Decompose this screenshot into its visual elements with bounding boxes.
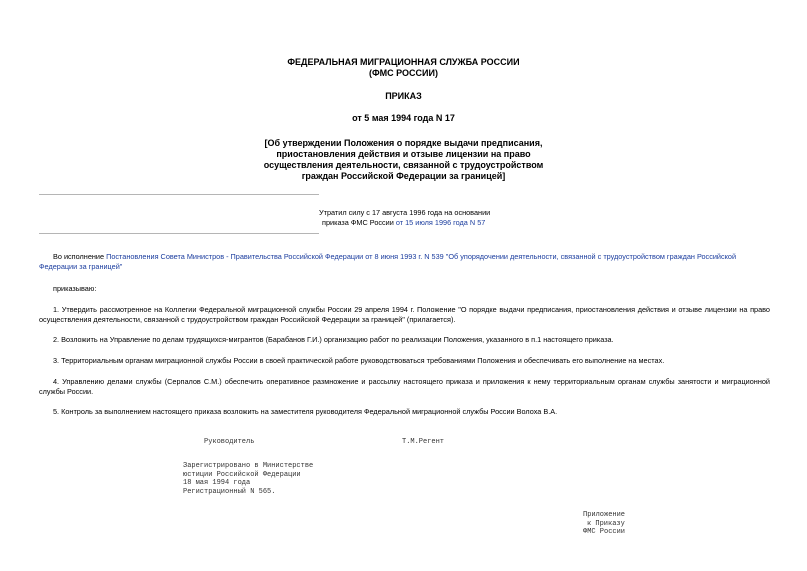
agency-name: ФЕДЕРАЛЬНАЯ МИГРАЦИОННАЯ СЛУЖБА РОССИИ — [287, 57, 520, 67]
registration-line: юстиции Российской Федерации — [183, 470, 301, 479]
order-item-4: 4. Управлению делами службы (Серпалов С.М.) обеспечить оперативное размножение и рассылку настоящего приказа и приложения к нему территориальным органам службы занятости и миграционной службы России. — [39, 377, 770, 396]
registration-line: Регистрационный N 565. — [183, 487, 276, 496]
order-item-3: 3. Территориальным органам миграционной службы России в своей практической работе руководствоваться требованиями Положения и обеспечивать его выполнение на местах. — [53, 356, 665, 365]
order-item-1: 1. Утвердить рассмотренное на Коллегии Федеральной миграционной службы России 29 апреля 1994 г. Положение "О порядке выдачи предписания, приостановления действия и отзыве лицензии на право осуществления деятельности, связанной с трудоустройством граждан Российской Федерации за границей" (прилагается). — [39, 305, 770, 324]
divider-bottom — [39, 233, 319, 234]
registration-line: Зарегистрировано в Министерстве — [183, 462, 314, 470]
signature-role: Руководитель — [204, 438, 255, 446]
status-note-prefix: приказа ФМС России — [322, 218, 396, 227]
title-line: [Об утверждении Положения о порядке выдачи предписания, — [264, 138, 543, 148]
order-item-5: 5. Контроль за выполнением настоящего приказа возложить на заместителя руководителя Федеральной миграционной службы России Волоха В.А. — [53, 407, 558, 416]
document-type: ПРИКАЗ — [385, 91, 422, 101]
government-decree-link[interactable]: Постановления Совета Министров - Правительства Российской Федерации от 8 июня 1993 г. N 539 "Об упорядочении деятельности, связанной с трудоустройством граждан Российской Федерации за границей" — [39, 252, 737, 271]
appendix-line: ФМС России — [583, 528, 626, 536]
title-line: приостановления действия и отзыве лицензии на право — [276, 149, 531, 159]
status-note-line1: Утратил силу с 17 августа 1996 года на основании — [319, 208, 491, 217]
divider-top — [39, 194, 319, 195]
signature-name: Т.М.Регент — [402, 438, 445, 446]
repeal-order-link[interactable]: от 15 июля 1996 года N 57 — [395, 218, 486, 227]
document-date-number: от 5 мая 1994 года N 17 — [352, 113, 455, 123]
registration-line: 18 мая 1994 года — [183, 479, 251, 487]
order-item-2: 2. Возложить на Управление по делам трудящихся-мигрантов (Барабанов Г.И.) организацию работ по реализации Положения, указанного в п.1 настоящего приказа. — [53, 335, 614, 344]
title-line: граждан Российской Федерации за границей] — [301, 171, 506, 181]
order-word: приказываю: — [53, 284, 97, 293]
status-note-line2 — [322, 218, 485, 228]
appendix-line: Приложение — [583, 511, 626, 519]
intro-paragraph — [39, 252, 770, 272]
agency-short-name: (ФМС РОССИИ) — [369, 68, 438, 78]
title-line: осуществления деятельности, связанной с трудоустройством — [263, 160, 544, 170]
appendix-line: к Приказу — [587, 519, 625, 528]
intro-prefix: Во исполнение — [53, 252, 107, 261]
